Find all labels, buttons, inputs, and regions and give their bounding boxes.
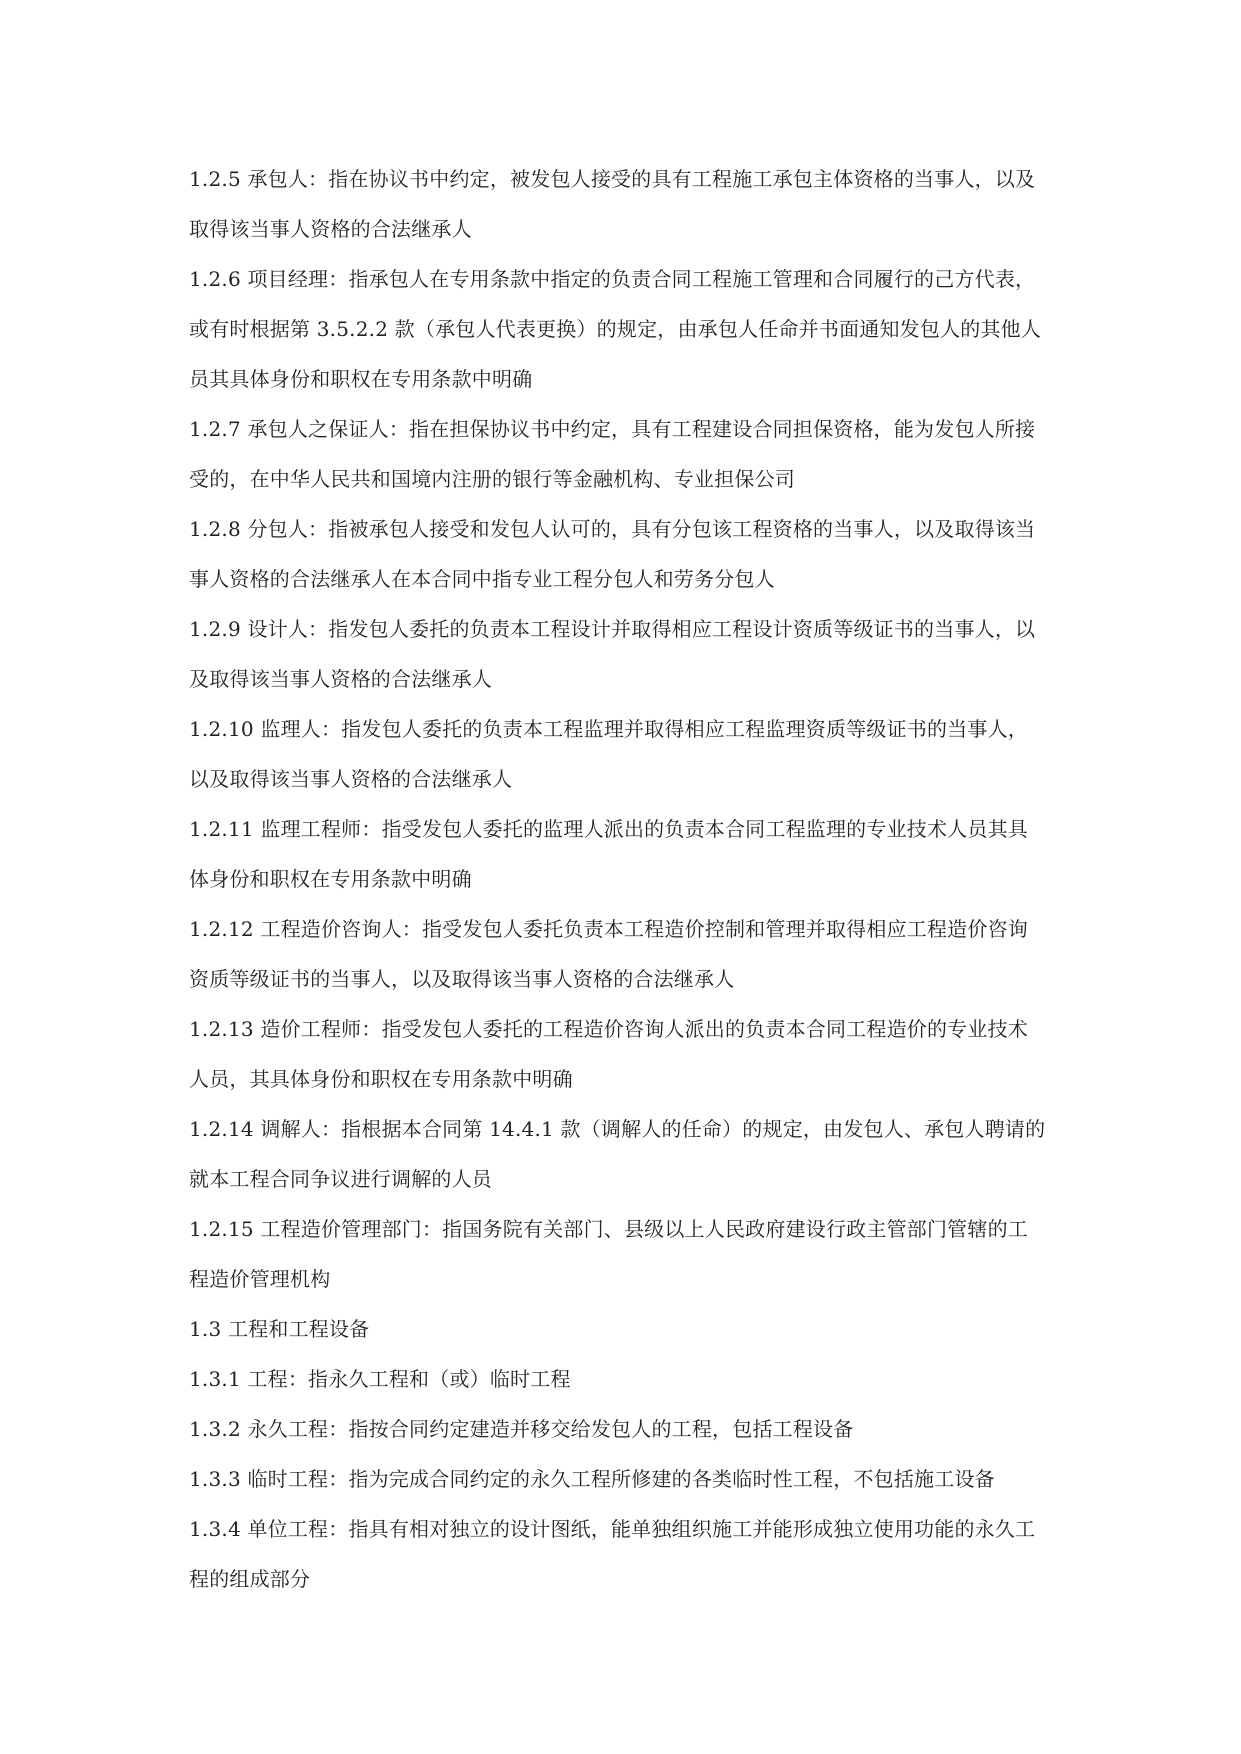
text-line: 1.3.1 工程：指永久工程和（或）临时工程 (189, 1367, 571, 1391)
text-line: 员其具体身份和职权在专用条款中明确 (189, 367, 533, 391)
text-line: 事人资格的合法继承人在本合同中指专业工程分包人和劳务分包人 (189, 567, 775, 591)
text-line: 就本工程合同争议进行调解的人员 (189, 1167, 492, 1191)
text-line: 1.2.9 设计人：指发包人委托的负责本工程设计并取得相应工程设计资质等级证书的当事人，以 (189, 617, 1036, 641)
text-line: 1.2.8 分包人：指被承包人接受和发包人认可的，具有分包该工程资格的当事人，以及取得该当 (189, 517, 1036, 541)
text-line: 人员，其具体身份和职权在专用条款中明确 (189, 1067, 573, 1091)
text-line: 1.2.13 造价工程师：指受发包人委托的工程造价咨询人派出的负责本合同工程造价的专业技术 (189, 1017, 1028, 1041)
text-line: 及取得该当事人资格的合法继承人 (189, 667, 492, 691)
section-heading: 1.3 工程和工程设备 (189, 1317, 370, 1341)
text-line: 1.3.4 单位工程：指具有相对独立的设计图纸，能单独组织施工并能形成独立使用功能的永久工 (189, 1517, 1036, 1541)
text-line: 1.2.7 承包人之保证人：指在担保协议书中约定，具有工程建设合同担保资格，能为发包人所接 (189, 417, 1036, 441)
text-line: 受的，在中华人民共和国境内注册的银行等金融机构、专业担保公司 (189, 467, 795, 491)
text-line: 以及取得该当事人资格的合法继承人 (189, 767, 513, 791)
text-line: 1.2.5 承包人：指在协议书中约定，被发包人接受的具有工程施工承包主体资格的当事人，以及 (189, 167, 1036, 191)
text-line: 1.2.11 监理工程师：指受发包人委托的监理人派出的负责本合同工程监理的专业技术人员其具 (189, 817, 1028, 841)
document-body (189, 169, 1079, 1619)
text-line: 取得该当事人资格的合法继承人 (189, 217, 472, 241)
text-line: 1.3.2 永久工程：指按合同约定建造并移交给发包人的工程，包括工程设备 (189, 1417, 854, 1441)
text-line: 体身份和职权在专用条款中明确 (189, 867, 472, 891)
text-line: 1.2.14 调解人：指根据本合同第 14.4.1 款（调解人的任命）的规定，由发包人、承包人聘请的 (189, 1117, 1046, 1141)
text-line: 1.2.12 工程造价咨询人：指受发包人委托负责本工程造价控制和管理并取得相应工程造价咨询 (189, 917, 1028, 941)
text-line: 程的组成部分 (189, 1567, 311, 1591)
text-line: 资质等级证书的当事人，以及取得该当事人资格的合法继承人 (189, 967, 735, 991)
text-line: 1.3.3 临时工程：指为完成合同约定的永久工程所修建的各类临时性工程，不包括施工设备 (189, 1467, 995, 1491)
text-line: 程造价管理机构 (189, 1267, 331, 1291)
text-line: 1.2.10 监理人：指发包人委托的负责本工程监理并取得相应工程监理资质等级证书的当事人， (189, 717, 1028, 741)
text-line: 1.2.6 项目经理：指承包人在专用条款中指定的负责合同工程施工管理和合同履行的己方代表， (189, 267, 1036, 291)
text-line: 1.2.15 工程造价管理部门：指国务院有关部门、县级以上人民政府建设行政主管部门管辖的工 (189, 1217, 1028, 1241)
text-line: 或有时根据第 3.5.2.2 款（承包人代表更换）的规定，由承包人任命并书面通知发包人的其他人 (189, 317, 1042, 341)
